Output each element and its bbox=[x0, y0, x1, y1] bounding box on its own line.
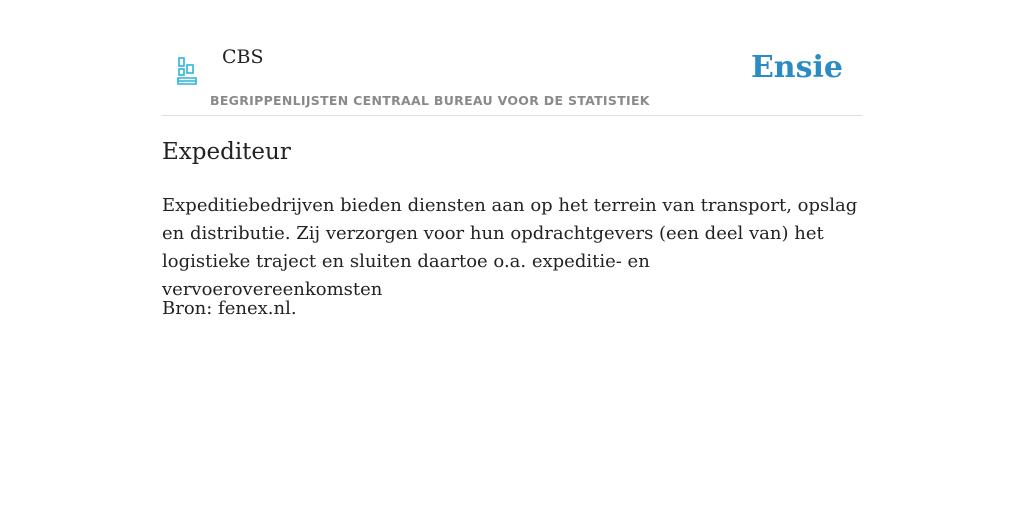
term-title: Expediteur bbox=[162, 139, 291, 165]
source-text: Bron: fenex.nl. bbox=[162, 298, 297, 319]
page-container bbox=[162, 0, 862, 319]
header bbox=[162, 0, 862, 116]
ensie-logo-link[interactable]: Ensie bbox=[750, 50, 843, 85]
cbs-logo-icon[interactable] bbox=[176, 56, 198, 86]
term-definition: Expeditiebedrijven bieden diensten aan op het terrein van transport, opslag en distributie. Zij verzorgen voor hun opdrachtgevers (een deel van) het logistieke traject en sluiten daartoe o.a. expeditie- en vervoerovereenkomsten bbox=[162, 195, 858, 300]
org-name: CBS bbox=[222, 46, 264, 68]
site-subtitle: BEGRIPPENLIJSTEN CENTRAAL BUREAU VOOR DE STATISTIEK bbox=[210, 93, 650, 108]
